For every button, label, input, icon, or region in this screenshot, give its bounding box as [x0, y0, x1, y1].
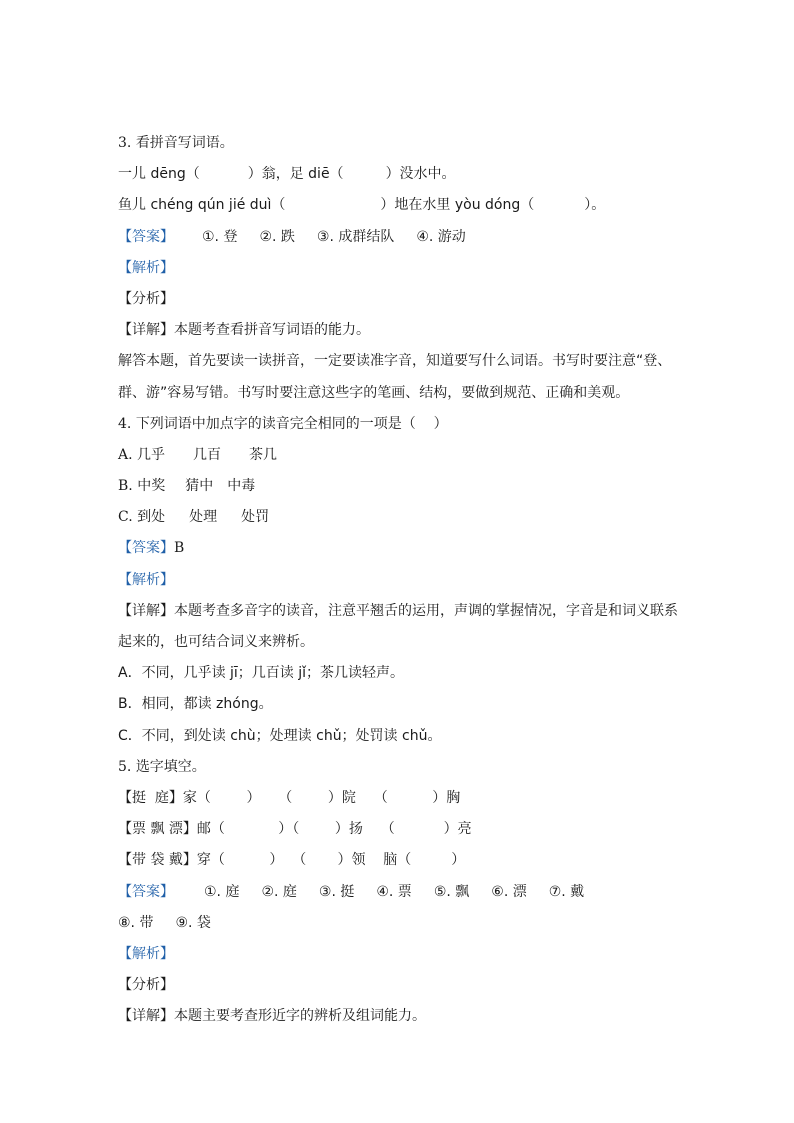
q4-option-b-word3: 中毒 [227, 478, 256, 495]
q5-row-3-group: 【带 袋 戴】 [118, 852, 197, 869]
q4-option-a [118, 440, 678, 471]
q5-row-2 [118, 814, 678, 845]
q3-line1-a: 一儿 dēng（ [118, 166, 200, 183]
q5-row-1 [118, 783, 678, 814]
q5-answer-line1 [118, 877, 678, 908]
q3-detail-tag: 【详解】 [118, 322, 174, 339]
q3-answer-4: ④. 游动 [416, 228, 466, 245]
q5-detail-tag: 【详解】 [118, 1008, 174, 1025]
q5-row-2-group: 【票 飘 漂】 [118, 821, 197, 838]
q5-row-1-group: 【挺 庭】 [118, 790, 183, 806]
q4-stem-text: 下列词语中加点字的读音完全相同的一项是（ ） [135, 415, 448, 432]
q5-detail [118, 1001, 678, 1032]
q3-stem-text: 看拼音写词语。 [135, 135, 234, 151]
q5-answer-7: ⑦. 戴 [548, 883, 585, 900]
q5-analysis-tag: 【解析】 [118, 945, 174, 962]
q3-line2-a: 鱼儿 chéng qún jié duì（ [118, 197, 286, 214]
q4-option-b-word2: 猜中 [185, 478, 214, 495]
q4-answer [118, 533, 678, 564]
q5-answer-4: ④. 票 [376, 883, 412, 900]
q4-option-c-word2: 处理 [189, 509, 218, 526]
q3-analysis-tag: 【解析】 [118, 259, 174, 276]
q3-line2-b: ）地在水里 yòu dóng（ [380, 197, 535, 214]
q4-option-a-word2: 几百 [193, 446, 222, 463]
q4-option-c [118, 502, 678, 533]
q5-row-3-content: 穿（ ） （ ）领 脑（ ） [196, 852, 466, 869]
q4-option-a-word1: 几乎 [137, 446, 166, 463]
q5-answer-1: ①. 庭 [204, 883, 240, 900]
q3-answer-tag: 【答案】 [118, 228, 174, 245]
q4-option-b-label: B. [118, 478, 133, 495]
q5-answer-line2 [118, 908, 678, 939]
q4-answer-value: B [174, 540, 185, 557]
q3-answer-3: ③. 成群结队 [316, 228, 395, 245]
q5-answer-6: ⑥. 漂 [491, 883, 527, 900]
q5-row-2-content: 邮（ ）（ ）扬 （ ）亮 [196, 821, 472, 838]
q3-line1-c: ）没水中。 [385, 166, 456, 183]
q3-answer [118, 222, 678, 253]
q3-number: 3. [118, 135, 132, 151]
q5-stem-text: 选字填空。 [135, 758, 206, 775]
q3-line2 [118, 190, 678, 221]
q4-number: 4. [118, 415, 132, 432]
q4-detail [118, 596, 678, 658]
q3-answer-2: ②. 跌 [259, 228, 295, 245]
document-page [118, 128, 678, 1033]
q4-answer-tag: 【答案】 [118, 540, 174, 557]
q3-line2-c: ）。 [584, 197, 606, 214]
q5-row-1-content: 家（ ） （ ）院 （ ）胸 [182, 790, 461, 806]
q5-detail-text: 本题主要考查形近字的辨析及组词能力。 [174, 1008, 426, 1025]
q4-option-b-word1: 中奖 [137, 478, 166, 495]
q3-answer-1: ①. 登 [202, 228, 238, 245]
q5-number: 5. [118, 758, 132, 775]
q4-explain-b: B．相同，都读 zhóng。 [118, 696, 273, 713]
q4-detail-text: 本题考查多音字的读音，注意平翘舌的运用，声调的掌握情况，字音是和词义联系起来的，也可结合词义来辨析。 [118, 602, 678, 651]
q5-answer-tag: 【答案】 [118, 883, 174, 900]
q4-analysis-tag: 【解析】 [118, 571, 174, 588]
q3-detail-text: 本题考查看拼音写词语的能力。 [174, 322, 370, 339]
q4-option-b [118, 471, 678, 502]
q3-paragraph: 解答本题，首先要读一读拼音，一定要读准字音，知道要写什么词语。书写时要注意“登、群、游”容易写错。书写时要注意这些字的笔画、结构，要做到规范、正确和美观。 [118, 353, 672, 401]
q5-answer-9: ⑨. 袋 [175, 914, 211, 931]
q5-fenxi-tag: 【分析】 [118, 977, 174, 994]
q5-answer-8: ⑧. 带 [118, 914, 154, 931]
q4-stem [118, 409, 678, 440]
q5-answer-2: ②. 庭 [261, 883, 297, 900]
q5-answer-3: ③. 挺 [318, 883, 355, 900]
q4-explain-c: C．不同，到处读 chù；处理读 chǔ；处罚读 chǔ。 [118, 727, 442, 744]
q4-detail-tag: 【详解】 [118, 602, 174, 619]
q4-option-a-word3: 茶几 [249, 446, 278, 463]
q3-fenxi-tag: 【分析】 [118, 290, 174, 307]
q5-stem [118, 752, 678, 783]
q4-explain-a: A．不同，几乎读 jī；几百读 jǐ；茶几读轻声。 [118, 665, 405, 682]
q5-row-3 [118, 845, 678, 876]
q4-option-c-word3: 处罚 [241, 509, 270, 526]
q3-line1-b: ）翁，足 diē（ [247, 166, 344, 183]
q5-answer-5: ⑤. 飘 [433, 883, 470, 900]
q4-option-a-label: A. [118, 446, 133, 463]
q3-line1 [118, 159, 678, 190]
q3-detail [118, 315, 678, 346]
q4-option-c-word1: 到处 [137, 509, 166, 526]
q3-stem [118, 128, 678, 159]
q4-option-c-label: C. [118, 509, 133, 526]
